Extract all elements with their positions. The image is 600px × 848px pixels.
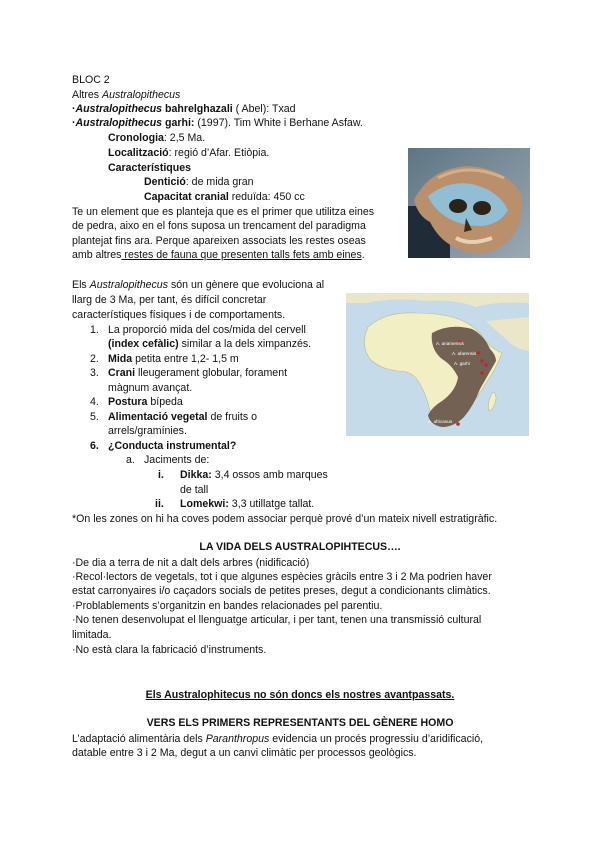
skull-photo [408, 148, 530, 258]
para1-line4: amb altres restes de fauna que presenten talls fets amb eines. [72, 249, 365, 261]
para1-line1: Te un element que es planteja que es el primer que utilitza eines [72, 206, 375, 218]
site-dot [484, 363, 488, 367]
list-item-1-cont: (index cefàlic) similar a la dels ximpanzés. [108, 338, 312, 350]
para2-line3: característiques físiques i de comportaments. [72, 309, 286, 321]
vida-line: ·Problablements s’organitzin en bandes relacionades pel parentiu. [72, 600, 383, 612]
localitzacio-label: Localització [108, 147, 169, 159]
list-item-6: ¿Conducta instrumental? [108, 440, 237, 452]
species1-rest: ( Abel): Txad [232, 103, 296, 115]
list-item-5: Alimentació vegetal de fruits o [108, 411, 257, 423]
footnote: *On les zones on hi ha coves podem associar perquè prové d’un mateix nivell estratigràfic. [72, 513, 498, 525]
map-label: A. afarensis [452, 351, 477, 356]
species1-name: bahrelghazali [162, 103, 233, 115]
sublist-i: Dikka: 3,4 ossos amb marques [180, 469, 328, 481]
vers-title: VERS ELS PRIMERS REPRESENTANTS DEL GÈNERE HOMO [146, 717, 454, 729]
vida-line: estat carronyaires i/o caçadors socials de petites preses, degut a condicionants climàtics. [72, 585, 491, 597]
vida-title: LA VIDA DELS AUSTRALOPIHTECUS…. [199, 541, 401, 553]
underlined-phrase: restes de fauna que presenten talls fets amb eines [121, 249, 362, 261]
para1-line2: de pedra, aixo en el fons suposa un trencament del paradigma [72, 220, 366, 232]
map-label: A. africanus [428, 419, 453, 424]
conclusion: Els Australophitecus no són doncs els nostres avantpassats. [145, 689, 455, 701]
vida-line: ·No tenen desenvolupat el llenguatge articular, i per tant, tenen una transmissió cultural [72, 614, 482, 626]
vida-line: ·De dia a terra de nit a dalt dels arbres (nidificació) [72, 557, 310, 569]
cronologia-line [108, 131, 205, 146]
species-garhi: ·Australopithecus garhi: (1997). Tim White i Berhane Asfaw. [72, 117, 363, 129]
localitzacio-value: : regió d’Afar. Etiòpia. [168, 147, 270, 159]
para2-line2: llarg de 3 Ma, per tant, és difícil concretar [72, 294, 267, 306]
denticio-line [144, 175, 254, 190]
altres-genus: Australopithecus [102, 89, 181, 101]
cronologia-value: : 2,5 Ma. [163, 132, 206, 144]
bloc-heading: BLOC 2 [72, 74, 110, 86]
cronologia-label: Cronologia [108, 132, 164, 144]
vida-line: ·Recol·lectors de vegetals, tot i que algunes espècies gràcils entre 3 i 2 Ma podrien haver [72, 571, 492, 583]
localitzacio-line [108, 146, 269, 161]
vers-line2: datable entre 3 i 2 Ma, degut a un canvi climàtic per processos geològics. [72, 747, 417, 759]
caracteristiques-heading: Característiques [108, 162, 192, 174]
list-item-4: Postura bípeda [108, 396, 183, 408]
capacitat-line [144, 190, 305, 205]
species2-name: garhi: [162, 117, 195, 129]
map-label: A. anamensis [436, 341, 464, 346]
sublist-a: Jaciments de: [144, 454, 210, 466]
site-dot [480, 359, 484, 363]
vers-line1: L’adaptació alimentària dels Paranthropus evidencia un procés progressiu d’aridificació, [72, 733, 484, 745]
list-item-5-cont: arrels/gramínies. [108, 425, 187, 437]
species2-rest: (1997). Tim White i Berhane Asfaw. [194, 117, 363, 129]
list-item-2: Mida petita entre 1,2- 1,5 m [108, 353, 239, 365]
site-dot [480, 371, 484, 375]
altres-prefix: Altres [72, 89, 103, 101]
africa-map [346, 293, 529, 436]
list-item-3-cont: màgnum avançat. [108, 382, 193, 394]
capacitat-value: reduïda: 450 cc [228, 191, 305, 203]
site-dot [476, 351, 480, 355]
species2-genus: Australopithecus [75, 117, 163, 129]
vida-line: ·No està clara la fabricació d’instruments. [72, 644, 267, 656]
list-item-1: La proporció mida del cos/mida del cervell [108, 324, 306, 336]
capacitat-label: Capacitat cranial [144, 191, 229, 203]
para1-line3: plantejat fins ara. Perque apareixen associats les restes oseas [72, 235, 366, 247]
para2-line1: Els Australopithecus són un gènere que evoluciona al [72, 279, 325, 291]
species-bahrelghazali: ·Australopithecus bahrelghazali ( Abel): Txad [72, 103, 296, 115]
species1-genus: Australopithecus [75, 103, 163, 115]
denticio-label: Dentició [144, 176, 186, 188]
sublist-ii: Lomekwi: 3,3 utillatge tallat. [180, 498, 315, 510]
list-item-3: Crani lleugerament globular, forament [108, 367, 288, 379]
altres-line [72, 88, 180, 103]
map-label: A. garhi [454, 361, 470, 366]
sublist-i-cont: de tall [180, 484, 209, 496]
vida-line: limitada. [72, 629, 112, 641]
denticio-value: : de mida gran [185, 176, 254, 188]
